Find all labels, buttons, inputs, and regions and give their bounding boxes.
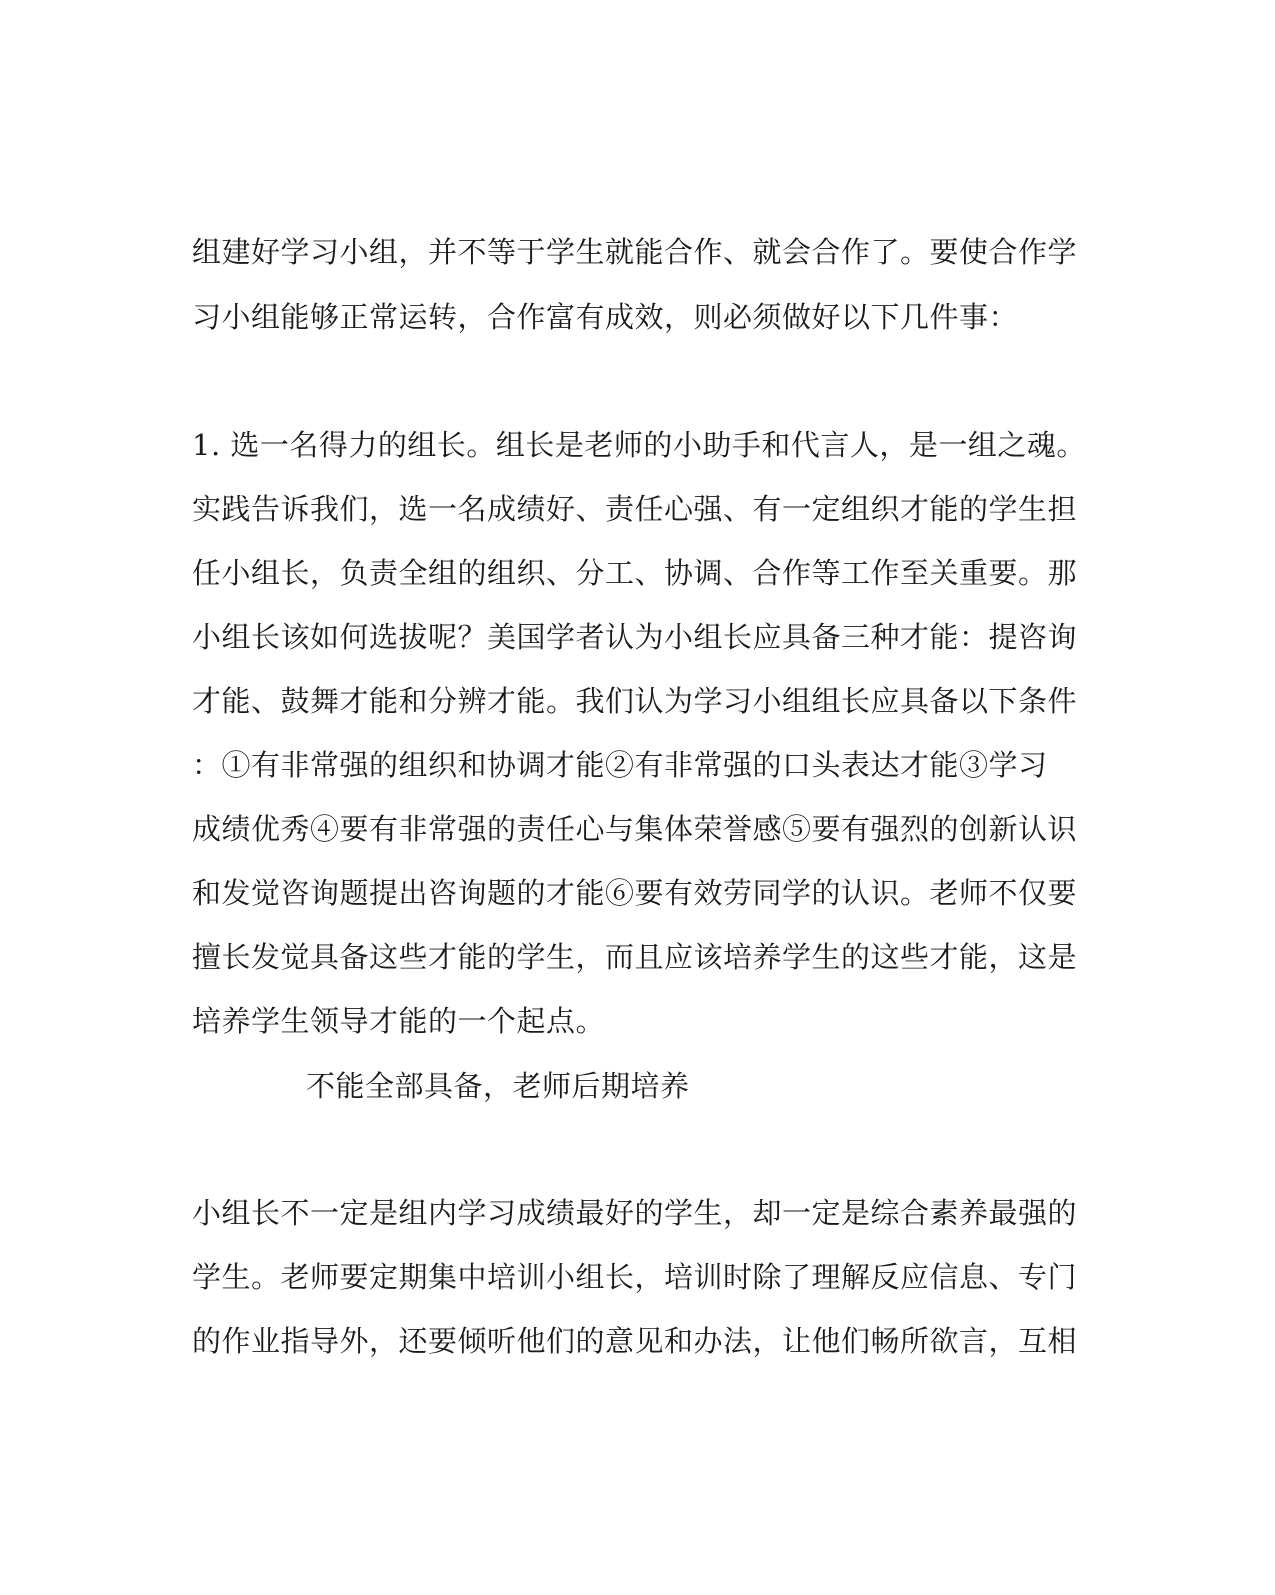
text-line: 学生。老师要定期集中培训小组长，培训时除了理解反应信息、专门 xyxy=(192,1260,1078,1294)
text-line: 实践告诉我们，选一名成绩好、责任心强、有一定组织才能的学生担 xyxy=(192,492,1078,526)
text-line: 培养学生领导才能的一个起点。 xyxy=(192,1004,606,1038)
text-line: 1. 选一名得力的组长。组长是老师的小助手和代言人，是一组之魂。 xyxy=(192,428,1086,462)
text-line: 擅长发觉具备这些才能的学生，而且应该培养学生的这些才能，这是 xyxy=(192,940,1078,974)
text-line: 任小组长，负责全组的组织、分工、协调、合作等工作至关重要。那 xyxy=(192,556,1078,590)
text-line: 和发觉咨询题提出咨询题的才能⑥要有效劳同学的认识。老师不仅要 xyxy=(192,876,1078,910)
text-line: 小组长不一定是组内学习成绩最好的学生，却一定是综合素养最强的 xyxy=(192,1196,1078,1230)
text-line: 习小组能够正常运转，合作富有成效，则必须做好以下几件事： xyxy=(192,300,1019,334)
text-line: 成绩优秀④要有非常强的责任心与集体荣誉感⑤要有强烈的创新认识 xyxy=(192,812,1078,846)
indented-note: 不能全部具备，老师后期培养 xyxy=(306,1069,690,1103)
text-line: 小组长该如何选拔呢？美国学者认为小组长应具备三种才能：提咨询 xyxy=(192,620,1078,654)
text-line: 组建好学习小组，并不等于学生就能合作、就会合作了。要使合作学 xyxy=(192,235,1078,269)
text-line: ：①有非常强的组织和协调才能②有非常强的口头表达才能③学习 xyxy=(192,748,1048,782)
text-line: 的作业指导外，还要倾听他们的意见和办法，让他们畅所欲言，互相 xyxy=(192,1324,1078,1358)
text-line: 才能、鼓舞才能和分辨才能。我们认为学习小组组长应具备以下条件 xyxy=(192,684,1078,718)
